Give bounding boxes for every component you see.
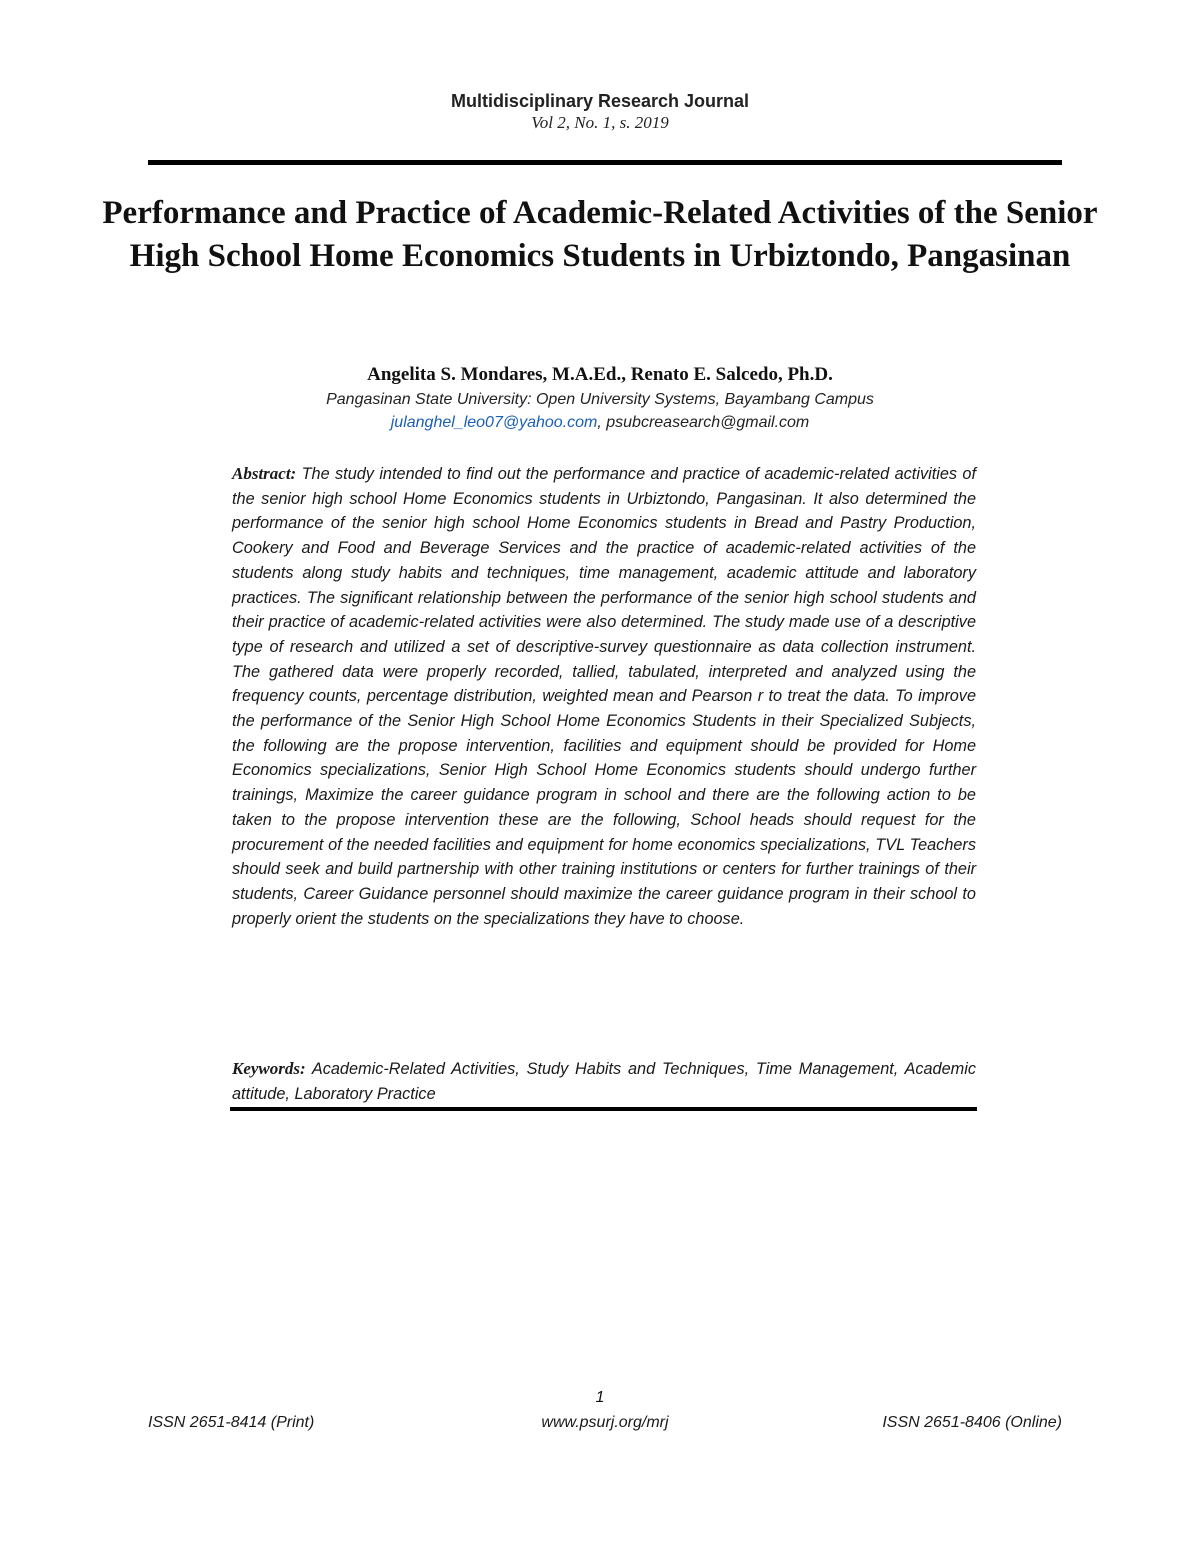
email-link-primary[interactable]: julanghel_leo07@yahoo.com	[390, 414, 598, 431]
issn-online: ISSN 2651-8406 (Online)	[882, 1414, 1062, 1431]
journal-name: Multidisciplinary Research Journal	[450, 91, 750, 111]
author-affiliation: Pangasinan State University: Open University Systems, Bayambang Campus	[326, 391, 874, 408]
abstract	[232, 462, 976, 931]
keywords-text: Academic-Related Activities, Study Habits and Techniques, Time Management, Academic attitude, Laboratory Practice	[232, 1060, 976, 1103]
page-footer	[148, 1412, 1062, 1434]
author-block	[0, 362, 1200, 434]
abstract-text: The study intended to find out the performance and practice of academic-related activities of the senior high school Home Economics students in Urbiztondo, Pangasinan. It also determined the performance of the senior high school Home Economics students in Bread and Pastry Production, Cookery and Food and Beverage Services and the practice of academic-related activities of the students along study habits and techniques, time management, academic attitude and laboratory practices. The significant relationship between the performance of the senior high school students and their practice of academic-related activities were also determined. The study made use of a descriptive type of research and utilized a set of descriptive-survey questionnaire as data collection instrument. The gathered data were properly recorded, tallied, tabulated, interpreted and analyzed using the frequency counts, percentage distribution, weighted mean and Pearson r to treat the data. To improve the performance of the Senior High School Home Economics Students in their Specialized Subjects, the following are the propose intervention, facilities and equipment should be provided for Home Economics specializations, Senior High School Home Economics students should undergo further trainings, Maximize the career guidance program in school and there are the following action to be taken to the propose intervention these are the following, School heads should request for the procurement of the needed facilities and equipment for home economics specializations, TVL Teachers should seek and build partnership with other training institutions or centers for further trainings of their students, Career Guidance personnel should maximize the career guidance program in their school to properly orient the students on the specializations they have to choose.	[232, 465, 976, 928]
journal-volume: Vol 2, No. 1, s. 2019	[531, 113, 669, 132]
keywords-divider	[230, 1107, 977, 1111]
abstract-label: Abstract:	[232, 464, 297, 483]
paper-title: Performance and Practice of Academic-Related Activities of the Senior High School Home Economics Students in Urbiztondo, Pangasinan	[102, 195, 1098, 274]
journal-website: www.psurj.org/mrj	[541, 1414, 669, 1431]
journal-header	[0, 90, 1200, 134]
issn-print: ISSN 2651-8414 (Print)	[148, 1414, 315, 1431]
author-emails	[0, 411, 1200, 434]
author-names: Angelita S. Mondares, M.A.Ed., Renato E. Salcedo, Ph.D.	[367, 364, 833, 385]
header-divider	[148, 160, 1062, 165]
keywords	[232, 1057, 976, 1106]
email-secondary: psubcreasearch@gmail.com	[606, 414, 810, 431]
keywords-label: Keywords:	[232, 1059, 306, 1078]
email-separator: ,	[597, 414, 607, 431]
page-number: 1	[595, 1389, 605, 1406]
